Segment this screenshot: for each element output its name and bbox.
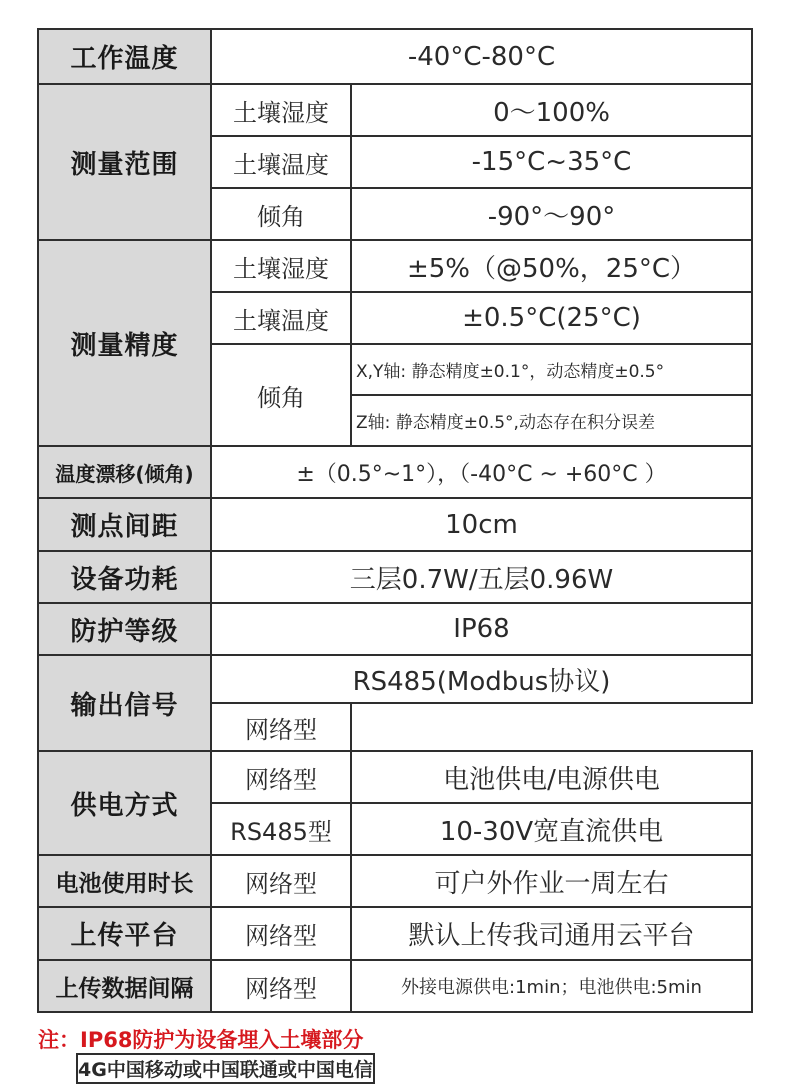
spacing-label: 测点间距	[38, 498, 211, 551]
power-value: 三层0.7W/五层0.96W	[211, 551, 752, 603]
interval-value: 外接电源供电:1min；电池供电:5min	[351, 960, 752, 1012]
ip-value: IP68	[211, 603, 752, 655]
row-power	[38, 551, 752, 603]
measurement-accuracy-label: 测量精度	[38, 240, 211, 446]
interval-label: 上传数据间隔	[38, 960, 211, 1012]
operating-temp-label: 工作温度	[38, 29, 211, 84]
power-label: 设备功耗	[38, 551, 211, 603]
interval-sub: 网络型	[211, 960, 351, 1012]
battery-sub: 网络型	[211, 855, 351, 907]
row-operating-temp	[38, 29, 752, 84]
row-ip	[38, 603, 752, 655]
accuracy-tilt-label: 倾角	[211, 344, 351, 446]
supply-rs485-label: RS485型	[211, 803, 351, 855]
accuracy-temp-label: 土壤温度	[211, 292, 351, 344]
battery-value: 可户外作业一周左右	[351, 855, 752, 907]
row-platform	[38, 907, 752, 960]
accuracy-tilt-z-value: Z轴: 静态精度±0.5°,动态存在积分误差	[351, 395, 752, 446]
row-interval	[38, 960, 752, 1012]
output-label: 输出信号	[38, 655, 211, 751]
footnote: 注：IP68防护为设备埋入土壤部分	[38, 1028, 364, 1052]
supply-network-label: 网络型	[211, 751, 351, 803]
row-accuracy-moisture	[38, 240, 752, 292]
battery-label: 电池使用时长	[38, 855, 211, 907]
platform-value: 默认上传我司通用云平台	[351, 907, 752, 960]
range-tilt-label: 倾角	[211, 188, 351, 240]
row-temp-drift	[38, 446, 752, 498]
range-temp-value: -15°C~35°C	[351, 136, 752, 188]
temp-drift-label: 温度漂移(倾角)	[38, 446, 211, 498]
row-supply-network	[38, 751, 752, 803]
platform-label: 上传平台	[38, 907, 211, 960]
row-spacing	[38, 498, 752, 551]
row-range-moisture	[38, 84, 752, 136]
range-moisture-value: 0～100%	[351, 84, 752, 136]
range-temp-label: 土壤温度	[211, 136, 351, 188]
accuracy-moisture-value: ±5%（@50%，25°C）	[351, 240, 752, 292]
platform-sub: 网络型	[211, 907, 351, 960]
supply-rs485-value: 10-30V宽直流供电	[351, 803, 752, 855]
output-network-value: 4G中国移动或中国联通或中国电信	[76, 1053, 375, 1084]
range-moisture-label: 土壤湿度	[211, 84, 351, 136]
range-tilt-value: -90°～90°	[351, 188, 752, 240]
accuracy-temp-value: ±0.5°C(25°C)	[351, 292, 752, 344]
spacing-value: 10cm	[211, 498, 752, 551]
row-output	[38, 655, 752, 703]
supply-network-value: 电池供电/电源供电	[351, 751, 752, 803]
temp-drift-value: ±（0.5°~1°），（-40°C ~ +60°C ）	[211, 446, 752, 498]
output-value: RS485(Modbus协议)	[211, 655, 752, 703]
operating-temp-value: -40°C-80°C	[211, 29, 752, 84]
row-battery	[38, 855, 752, 907]
accuracy-tilt-xy-value: X,Y轴: 静态精度±0.1°，动态精度±0.5°	[351, 344, 752, 395]
accuracy-moisture-label: 土壤湿度	[211, 240, 351, 292]
measurement-range-label: 测量范围	[38, 84, 211, 240]
ip-label: 防护等级	[38, 603, 211, 655]
output-network-label: 网络型	[211, 703, 351, 751]
supply-label: 供电方式	[38, 751, 211, 855]
